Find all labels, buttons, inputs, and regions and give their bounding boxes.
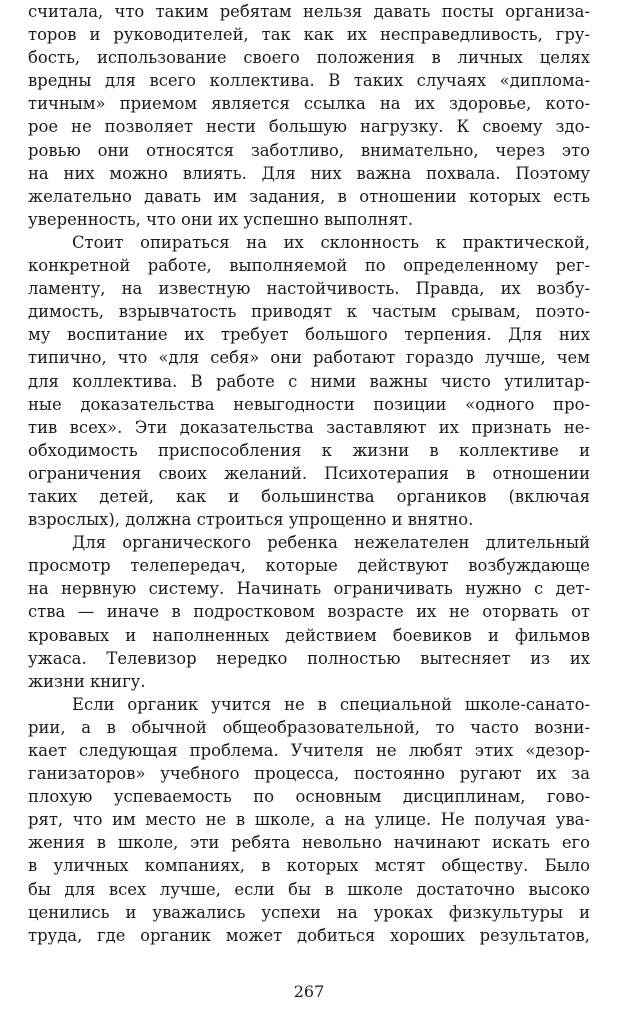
text-line: бы для всех лучше, если бы в школе достаточно высоко: [28, 879, 590, 899]
text-line: вредны для всего коллектива. В таких случаях «диплома-: [28, 71, 590, 91]
text-line: ограничения своих желаний. Психотерапия в отношении: [28, 463, 590, 483]
text-line: тив всех». Эти доказательства заставляют их признать не-: [28, 417, 590, 437]
text-line: обходимость приспособления к жизни в коллективе и: [28, 440, 590, 460]
text-line: ства — иначе в подростковом возрасте их не оторвать от: [28, 602, 590, 622]
text-line: на них можно влиять. Для них важна похвала. Поэтому: [28, 163, 590, 183]
text-line: на нервную систему. Начинать ограничивать нужно с дет-: [28, 579, 590, 599]
paragraph: [28, 0, 590, 231]
text-line: ценились и уважались успехи на уроках физкультуры и: [28, 902, 590, 922]
text-line: бость, использование своего положения в личных целях: [28, 48, 590, 68]
text-line: ламенту, на известную настойчивость. Правда, их возбу-: [28, 279, 590, 299]
text-line: кровавых и наполненных действием боевиков и фильмов: [28, 625, 590, 645]
text-line: Стоит опираться на их склонность к практической,: [72, 232, 590, 252]
text-line: жения в школе, эти ребята невольно начинают искать его: [28, 833, 590, 853]
text-line: Если органик учится не в специальной школе-санато-: [72, 694, 590, 714]
text-line: уверенность, что они их успешно выполнят.: [28, 209, 414, 229]
paragraph: [28, 231, 590, 531]
paragraph: [28, 693, 590, 947]
text-line: ганизаторов» учебного процесса, постоянно ругают их за: [28, 764, 590, 784]
text-line: рии, а в обычной общеобразовательной, то часто возни-: [28, 717, 590, 737]
text-line: тичным» приемом является ссылка на их здоровье, кото-: [28, 94, 590, 114]
body-text: [28, 0, 590, 947]
text-line: димость, взрывчатость приводят к частым срывам, поэто-: [28, 302, 590, 322]
text-line: рое не позволяет нести большую нагрузку. К своему здо-: [28, 117, 590, 137]
text-line: кает следующая проблема. Учителя не любят этих «дезор-: [28, 741, 590, 760]
text-line: считала, что таким ребятам нельзя давать посты организа-: [28, 2, 590, 21]
text-line: му воспитание их требует большого терпения. Для них: [28, 325, 590, 345]
text-line: таких детей, как и большинства органиков (включая: [28, 486, 590, 506]
text-line: ные доказательства невыгодности позиции «одного про-: [28, 394, 590, 414]
text-line: в уличных компаниях, в которых мстят обществу. Было: [28, 856, 590, 876]
paragraph: [28, 531, 590, 693]
text-line: жизни книгу.: [28, 671, 146, 691]
text-line: взрослых), должна строиться упрощенно и внятно.: [28, 510, 474, 530]
text-line: типично, что «для себя» они работают гораздо лучше, чем: [28, 348, 590, 368]
text-line: Для органического ребенка нежелателен длительный: [72, 533, 590, 553]
text-line: ровью они относятся заботливо, внимательно, через это: [28, 140, 590, 160]
text-line: плохую успеваемость по основным дисциплинам, гово-: [28, 787, 590, 807]
text-line: просмотр телепередач, которые действуют возбуждающе: [28, 556, 590, 576]
text-line: ужаса. Телевизор нередко полностью вытесняет из их: [28, 648, 590, 668]
text-line: конкретной работе, выполняемой по определенному рег-: [28, 256, 590, 276]
page-number: 267: [293, 982, 325, 1001]
text-line: рят, что им место не в школе, а на улице. Не получая ува-: [28, 810, 590, 830]
text-line: труда, где органик может добиться хороших результатов,: [28, 925, 590, 945]
text-line: желательно давать им задания, в отношении которых есть: [28, 186, 590, 206]
text-line: для коллектива. В работе с ними важны чисто утилитар-: [28, 371, 590, 391]
text-line: торов и руководителей, так как их несправедливость, гру-: [28, 25, 590, 45]
